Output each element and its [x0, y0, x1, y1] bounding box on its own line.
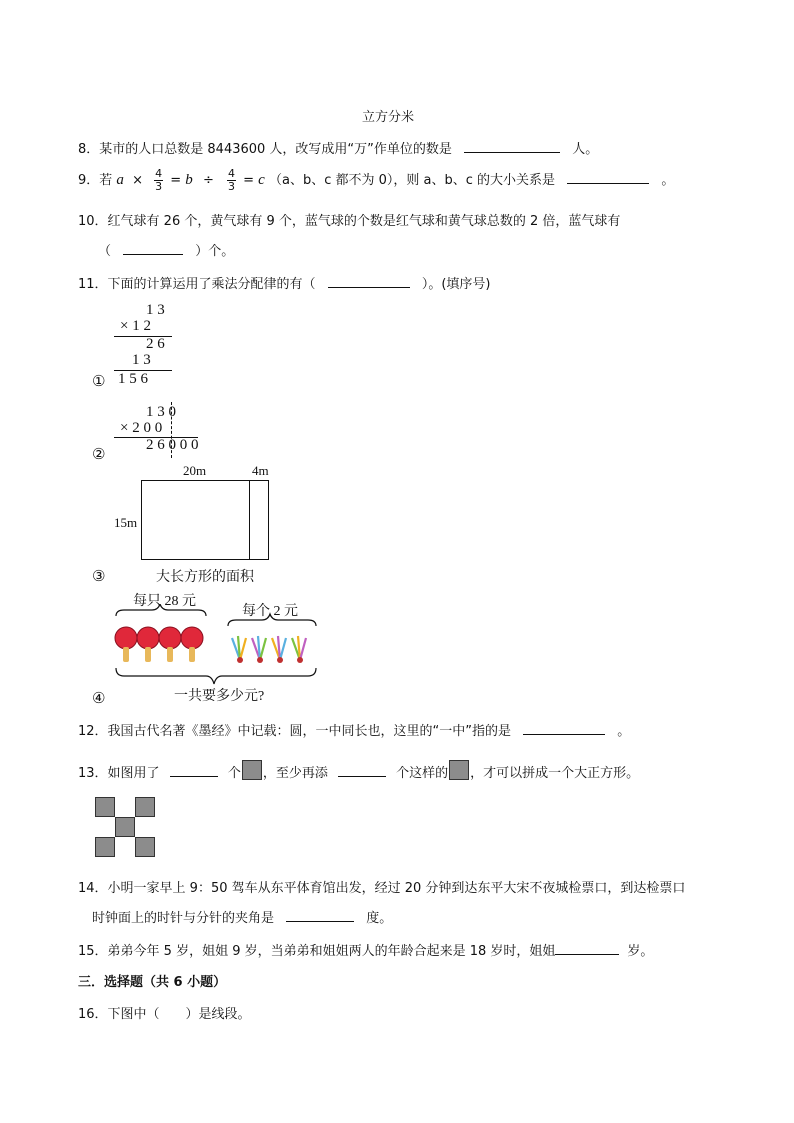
shopping-illustration [110, 604, 326, 690]
question-9 [78, 168, 674, 193]
calc1-row-2: × 1 2 [120, 318, 151, 334]
question-14-line1: 14．小明一家早上 9：50 驾车从东平体育馆出发，经过 20 分钟到达东平大宋不夜城检票口，到达检票口 [78, 881, 686, 896]
q14-answer-blank[interactable] [286, 909, 354, 922]
rect-width-label-2: 4m [252, 463, 269, 478]
calc1-row-4: 1 3 [132, 352, 151, 368]
tile-top-left [95, 797, 115, 817]
q9-eq2: = [243, 173, 255, 188]
tile-bottom-left [95, 837, 115, 857]
q8-tail: 人。 [572, 142, 599, 157]
total-question: 一共要多少元? [174, 689, 265, 704]
question-14-line2: 时钟面上的时针与分针的夹角是 度。 [92, 911, 393, 926]
q12-answer-blank[interactable] [523, 722, 605, 735]
tile-center [115, 817, 135, 837]
ping-pong-paddles [115, 627, 203, 662]
q9-fraction-1: $\frac{4}{3}$ [155, 167, 163, 193]
paddles-brace [116, 604, 206, 616]
question-11: 11．下面的计算运用了乘法分配律的有（ ）。(填序号) [78, 277, 491, 292]
q9-var-a: a [116, 172, 124, 188]
calc2-row-3: 2 6 0 0 0 [146, 437, 199, 453]
q9-fraction-2: $\frac{4}{3}$ [227, 167, 235, 193]
tile-top-right [135, 797, 155, 817]
q13-blank-2[interactable] [338, 764, 386, 777]
q8-text: 8．某市的人口总数是 8443600 人，改写成用“万”作单位的数是 [78, 142, 452, 157]
q13-blank-1[interactable] [170, 764, 218, 777]
option-1-mark: ① [92, 372, 106, 390]
question-13: 13．如图用了 个 ，至少再添 个这样的 ，才可以拼成一个大正方形。 [78, 760, 639, 781]
question-16: 16．下图中（ ）是线段。 [78, 1007, 251, 1022]
rect-width-label-1: 20m [183, 463, 207, 478]
question-15: 15．弟弟今年 5 岁，姐姐 9 岁，当弟弟和姐姐两人的年龄合起来是 18 岁时，姐姐 岁。 [78, 944, 654, 959]
option-3-mark: ③ [92, 567, 106, 585]
tile-bottom-right [135, 837, 155, 857]
calc1-row-1: 1 3 [146, 302, 165, 318]
q9-var-b: b [185, 172, 193, 188]
q9-pre: 9．若 [78, 173, 113, 188]
rectangle-divider [249, 480, 250, 560]
square-tile-icon [449, 760, 469, 780]
calc2-row-1: 1 3 0 [146, 404, 176, 420]
q9-eq1: = [170, 173, 182, 188]
option-2-mark: ② [92, 445, 106, 463]
option-4-mark: ④ [92, 689, 106, 707]
q11-answer-blank[interactable] [328, 275, 410, 288]
shuttlecocks [232, 636, 306, 663]
calc1-row-5: 1 5 6 [118, 371, 148, 387]
calc2-dashed-divider [171, 402, 172, 458]
q10-answer-blank[interactable] [123, 242, 183, 255]
q9-div: ÷ [202, 173, 214, 188]
shuttlecocks-brace [228, 614, 316, 626]
q9-answer-blank[interactable] [567, 171, 649, 184]
shuttlecock-price: 每个 2 元 [242, 604, 298, 619]
rect-height-label: 15m [114, 515, 138, 530]
q8-answer-blank[interactable] [464, 140, 560, 153]
paddle-price: 每只 28 元 [133, 594, 196, 609]
calc1-row-3: 2 6 [146, 336, 165, 352]
heading: 立方分米 [362, 110, 415, 125]
calc2-row-2: × 2 0 0 [120, 420, 163, 436]
total-brace [116, 668, 316, 684]
q15-answer-blank[interactable] [555, 942, 619, 955]
square-tile-icon [242, 760, 262, 780]
rect-caption: 大长方形的面积 [156, 570, 254, 585]
question-12: 12．我国古代名著《墨经》中记载：圆，一中同长也，这里的“一中”指的是 。 [78, 724, 631, 739]
q9-tail: 。 [661, 173, 675, 188]
question-10-line1: 10．红气球有 26 个，黄气球有 9 个，蓝气球的个数是红气球和黄气球总数的 2 倍，蓝气球有 [78, 214, 621, 229]
q9-rest: （a、b、c 都不为 0），则 a、b、c 的大小关系是 [268, 173, 556, 188]
q9-times: × [132, 173, 143, 188]
question-8 [78, 138, 598, 157]
q9-var-c: c [258, 172, 265, 188]
section-3-heading: 三．选择题（共 6 小题） [78, 975, 227, 990]
question-10-line2: （ ）个。 [98, 244, 235, 259]
